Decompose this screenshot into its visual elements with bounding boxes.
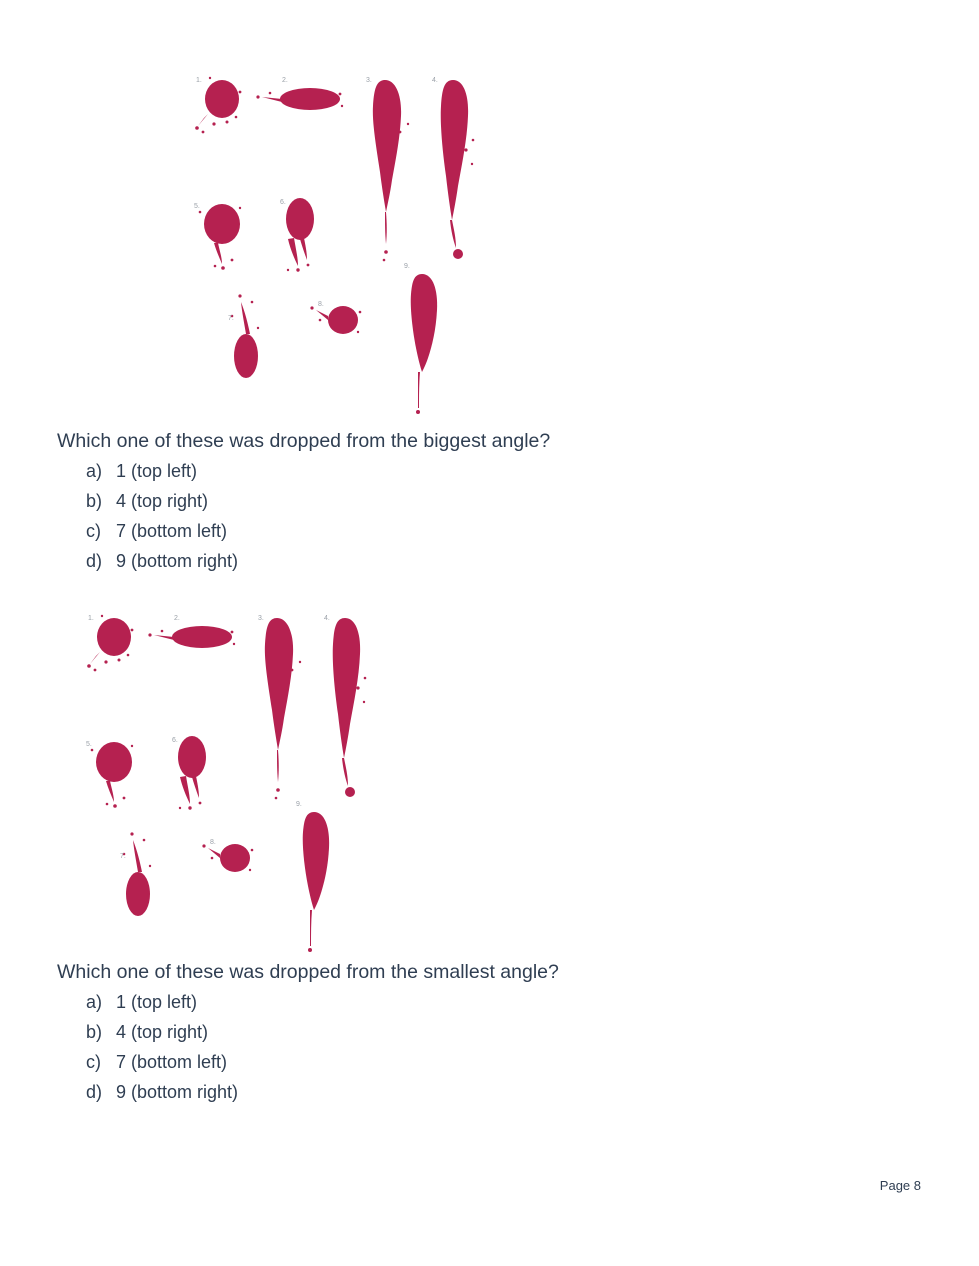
option-c[interactable] — [86, 1047, 238, 1077]
svg-text:5.: 5. — [86, 741, 92, 748]
option-marker: b) — [86, 1022, 103, 1042]
option-marker: a) — [86, 461, 103, 481]
question-2-text: Which one of these was dropped from the smallest angle? — [57, 961, 559, 983]
option-b[interactable] — [86, 486, 238, 516]
option-label: 4 (top right) — [116, 491, 209, 511]
question-1-text: Which one of these was dropped from the biggest angle? — [57, 430, 551, 452]
option-label: 9 (bottom right) — [116, 1082, 239, 1102]
question-1-options — [86, 456, 238, 576]
svg-text:8.: 8. — [318, 301, 324, 308]
svg-text:7.: 7. — [120, 853, 126, 860]
svg-text:7.: 7. — [228, 315, 234, 322]
option-a[interactable] — [86, 456, 238, 486]
svg-text:9.: 9. — [404, 263, 410, 270]
option-d[interactable] — [86, 1077, 238, 1107]
svg-text:9.: 9. — [296, 801, 302, 808]
option-d[interactable] — [86, 546, 238, 576]
svg-text:2.: 2. — [282, 77, 288, 84]
svg-text:1.: 1. — [196, 77, 202, 84]
svg-text:6.: 6. — [280, 199, 286, 206]
page-number: Page 8 — [879, 1178, 921, 1193]
option-label: 7 (bottom left) — [116, 1052, 228, 1072]
option-label: 9 (bottom right) — [116, 551, 239, 571]
option-b[interactable] — [86, 1017, 238, 1047]
option-a[interactable] — [86, 987, 238, 1017]
blood-drop-pattern-figure-2 — [62, 600, 392, 960]
option-marker: d) — [86, 1082, 103, 1102]
svg-text:2.: 2. — [174, 615, 180, 622]
svg-text:3.: 3. — [258, 615, 264, 622]
option-marker: b) — [86, 491, 103, 511]
blood-drop-pattern-figure-1 — [170, 62, 500, 422]
option-label: 1 (top left) — [116, 992, 198, 1012]
svg-text:5.: 5. — [194, 203, 200, 210]
svg-text:8.: 8. — [210, 839, 216, 846]
option-marker: a) — [86, 992, 103, 1012]
question-2-options — [86, 987, 238, 1107]
option-marker: c) — [86, 521, 101, 541]
option-c[interactable] — [86, 516, 238, 546]
option-label: 1 (top left) — [116, 461, 198, 481]
option-label: 4 (top right) — [116, 1022, 209, 1042]
svg-text:3.: 3. — [366, 77, 372, 84]
svg-text:4.: 4. — [432, 77, 438, 84]
option-label: 7 (bottom left) — [116, 521, 228, 541]
svg-text:4.: 4. — [324, 615, 330, 622]
svg-text:1.: 1. — [88, 615, 94, 622]
option-marker: c) — [86, 1052, 101, 1072]
svg-text:6.: 6. — [172, 737, 178, 744]
option-marker: d) — [86, 551, 103, 571]
